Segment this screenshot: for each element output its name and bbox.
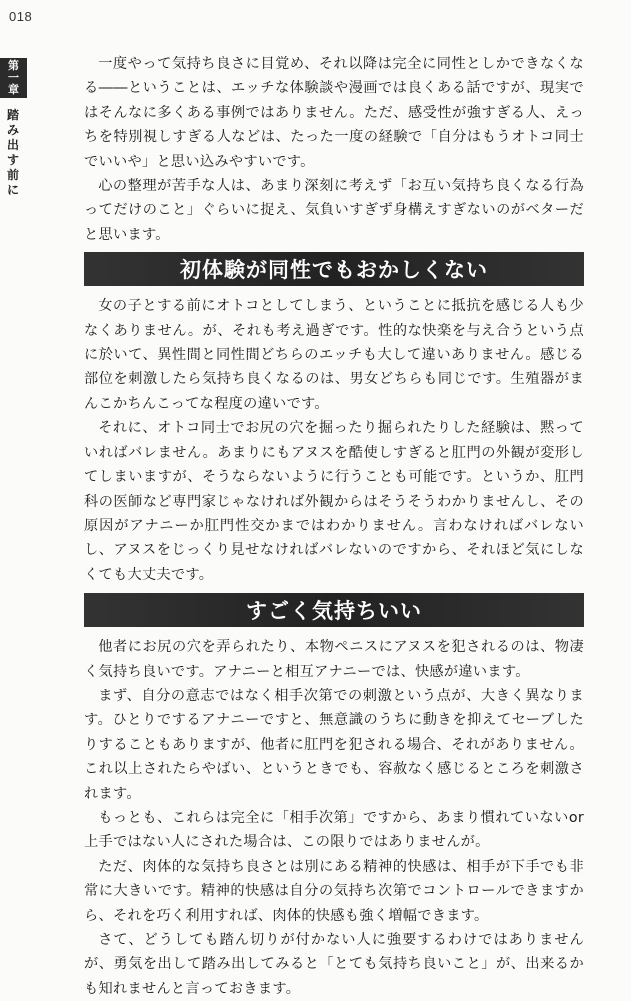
paragraph: 心の整理が苦手な人は、あまり深刻に考えず「お互い気持ち良くなる行為ってだけのこと」ぐらいに捉え、気負いすぎず身構えすぎないのがベターだと思います。 [84, 178, 584, 243]
page-number: 018 [9, 9, 33, 24]
paragraph: まず、自分の意志ではなく相手次第での刺激という点が、大きく異なります。ひとりでするアナニーですと、無意識のうちに動きを抑えてセーブしたりすることもありますが、他者に肛門を犯される場合、それがありません。これ以上されたらやばい、というときでも、容赦なく感じるところを刺激されます。 [84, 687, 584, 802]
paragraph: それに、オトコ同士でお尻の穴を掘ったり掘られたりした経験は、黙っていればバレません。あまりにもアヌスを酷使しすぎると肛門の外観が変形してしまいますが、そうならないように行うことも可能です。というか、肛門科の医師など専門家じゃなければ外観からはそうそうわかりませんし、その原因がアナニーか肛門性交かまではわかりません。言わなければバレないし、アヌスをじっくり見せなければバレないのですから、それほど気にしなくても大丈夫です。 [84, 420, 584, 583]
paragraph: ただ、肉体的な気持ち良さとは別にある精神的快感は、相手が下手でも非常に大きいです。精神的快感は自分の気持ち次第でコントロールできますから、それを巧く利用すれば、肉体的快感も強く増幅できます。 [84, 858, 584, 924]
paragraph: もっとも、これらは完全に「相手次第」ですから、あまり慣れていないor上手ではない人にされた場合は、この限りではありませんが。 [84, 809, 584, 851]
chapter-tab-char: 章 [8, 83, 19, 96]
section-heading: すごく気持ちいい [84, 593, 584, 627]
paragraph: 女の子とする前にオトコとしてしまう、ということに抵抗を感じる人も少なくありません。が、それも考え過ぎです。性的な快楽を与え合うという点に於いて、異性間と同性間どちらのエッチも大して違いありません。感じる部位を刺激したら気持ち良くなるのは、男女どちらも同じです。生殖器がまんこかちんこってな程度の違いです。 [84, 298, 584, 412]
paragraph: さて、どうしても踏ん切りが付かない人に強要するわけではありませんが、勇気を出して踏み出してみると「とても気持ち良いこと」が、出来るかも知れませんと言っておきます。 [84, 932, 584, 997]
section-heading: 初体験が同性でもおかしくない [84, 252, 584, 286]
chapter-title: 踏み出す前に [7, 108, 20, 197]
chapter-tab-char: 一 [8, 71, 19, 84]
chapter-tab [0, 58, 27, 98]
paragraph: 他者にお尻の穴を弄られたり、本物ペニスにアヌスを犯されるのは、物凄く気持ち良いです。アナニーと相互アナニーでは、快感が違います。 [84, 639, 584, 680]
page-content [84, 52, 584, 1001]
chapter-tab-char: 第 [8, 59, 19, 72]
paragraph: 一度やって気持ち良さに目覚め、それ以降は完全に同性としかできなくなる――ということは、エッチな体験談や漫画では良くある話ですが、現実ではそんなに多くある事例ではありません。ただ、感受性が強すぎる人、えっちを特別視しすぎる人などは、たった一度の経験で「自分はもうオトコ同士でいいや」と思い込みやすいです。 [84, 56, 584, 170]
